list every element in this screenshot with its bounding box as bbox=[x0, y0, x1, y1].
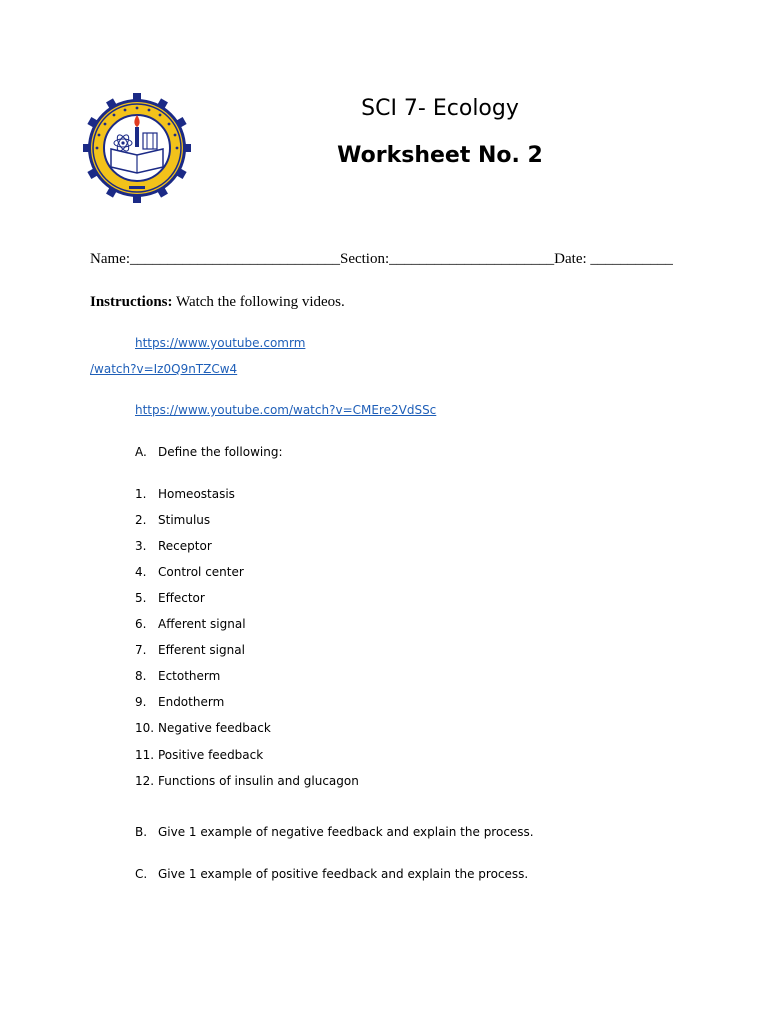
item-term: Effector bbox=[158, 591, 205, 605]
item-number: 5. bbox=[135, 591, 147, 605]
item-term: Functions of insulin and glucagon bbox=[158, 774, 359, 788]
section-a-marker: A. bbox=[135, 445, 147, 459]
item-term: Homeostasis bbox=[158, 487, 235, 501]
instructions-text: Watch the following videos. bbox=[172, 294, 345, 310]
item-number: 7. bbox=[135, 643, 147, 657]
university-seal-logo bbox=[83, 93, 191, 203]
section-b-text: Give 1 example of negative feedback and explain the process. bbox=[158, 825, 534, 839]
name-blank[interactable]: ____________________________ bbox=[129, 251, 340, 267]
date-blank[interactable]: ___________ bbox=[590, 251, 673, 267]
section-a bbox=[0, 445, 768, 461]
list-item bbox=[0, 669, 768, 685]
list-item bbox=[0, 513, 768, 529]
list-item bbox=[0, 695, 768, 711]
list-item bbox=[0, 487, 768, 503]
section-b bbox=[0, 825, 768, 841]
list-item bbox=[0, 721, 768, 737]
item-number: 1. bbox=[135, 487, 147, 501]
section-c-text: Give 1 example of positive feedback and explain the process. bbox=[158, 867, 529, 881]
item-term: Afferent signal bbox=[158, 617, 246, 631]
date-label: Date: bbox=[554, 251, 591, 267]
item-number: 8. bbox=[135, 669, 147, 683]
video-link-1-continued[interactable]: /watch?v=Iz0Q9nTZCw4 bbox=[90, 362, 238, 376]
item-term: Ectotherm bbox=[158, 669, 221, 683]
item-term: Receptor bbox=[158, 539, 212, 553]
video-link-2[interactable]: https://www.youtube.com/watch?v=CMEre2VdSSc bbox=[135, 403, 437, 417]
name-label: Name: bbox=[90, 251, 130, 267]
item-term: Positive feedback bbox=[158, 748, 264, 762]
video-link-1[interactable]: https://www.youtube.comrm bbox=[135, 336, 306, 350]
section-blank[interactable]: ______________________ bbox=[389, 251, 555, 267]
course-title: SCI 7- Ecology bbox=[361, 96, 519, 121]
item-number: 2. bbox=[135, 513, 147, 527]
section-label: Section: bbox=[339, 251, 390, 267]
item-term: Control center bbox=[158, 565, 244, 579]
instructions-label: Instructions: bbox=[90, 294, 173, 310]
section-b-marker: B. bbox=[135, 825, 148, 839]
list-item bbox=[0, 643, 768, 659]
item-number: 9. bbox=[135, 695, 147, 709]
section-c bbox=[0, 867, 768, 883]
list-item bbox=[0, 748, 768, 764]
item-term: Efferent signal bbox=[158, 643, 245, 657]
section-a-text: Define the following: bbox=[158, 445, 283, 459]
instructions bbox=[90, 294, 345, 311]
list-item bbox=[0, 774, 768, 790]
item-number: 4. bbox=[135, 565, 147, 579]
item-term: Negative feedback bbox=[158, 721, 271, 735]
list-item bbox=[0, 565, 768, 581]
item-number: 12. bbox=[135, 774, 155, 788]
worksheet-title: Worksheet No. 2 bbox=[337, 143, 543, 168]
list-item bbox=[0, 617, 768, 633]
item-term: Endotherm bbox=[158, 695, 225, 709]
list-item bbox=[0, 539, 768, 555]
item-number: 6. bbox=[135, 617, 147, 631]
item-term: Stimulus bbox=[158, 513, 211, 527]
section-c-marker: C. bbox=[135, 867, 148, 881]
list-item bbox=[0, 591, 768, 607]
student-fields bbox=[90, 251, 673, 268]
item-number: 11. bbox=[135, 748, 155, 762]
item-number: 3. bbox=[135, 539, 147, 553]
item-number: 10. bbox=[135, 721, 155, 735]
